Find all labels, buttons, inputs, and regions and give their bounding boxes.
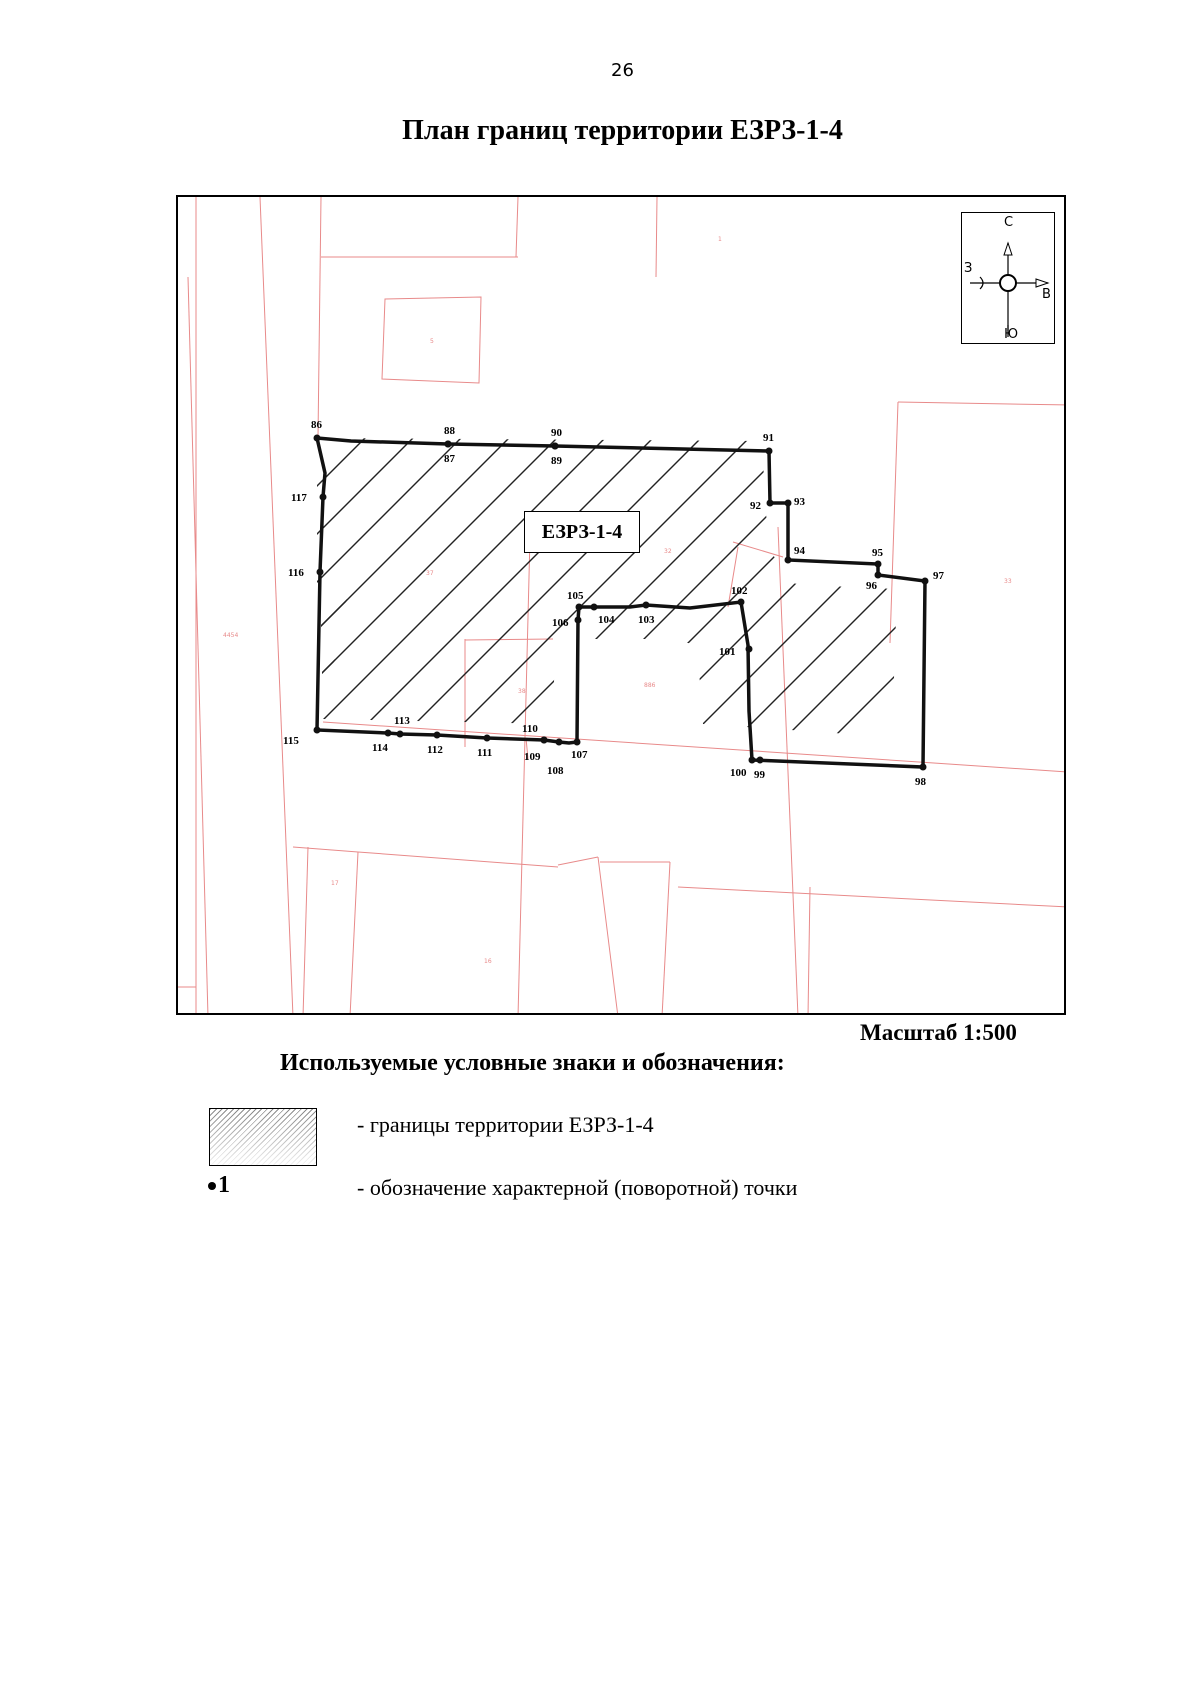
turning-point-dot [575,617,582,624]
hatch-line [178,197,750,997]
turning-point-label: 115 [283,735,299,747]
turning-point-dot [875,561,882,568]
turning-point-label: 109 [524,751,541,763]
map-drawing [178,197,1066,1015]
turning-point-dot [920,764,927,771]
turning-point-label: 94 [794,545,805,557]
turning-point-dot [314,435,321,442]
turning-point-label: 108 [547,765,564,777]
hatch-line [178,197,222,997]
turning-point-dot [317,569,324,576]
hatch-line [178,197,702,997]
compass-rose-icon [962,213,1056,345]
parcel-number: 1 [718,236,722,243]
turning-point-dot [749,757,756,764]
turning-point-dot [556,739,563,746]
turning-point-label: 105 [567,590,584,602]
turning-point-dot [434,732,441,739]
hatch-line [178,197,558,997]
hatch-line [178,197,894,997]
turning-point-label: 106 [552,617,569,629]
hatch-line [334,197,1066,997]
turning-point-label: 98 [915,776,926,788]
turning-point-label: 93 [794,496,805,508]
turning-point-dot [875,572,882,579]
turning-point-label: 107 [571,749,588,761]
hatch-line [238,197,1038,997]
turning-point-label: 113 [394,715,410,727]
turning-point-label: 96 [866,580,877,592]
hatch-line [178,197,366,997]
legend-point-sample-number: 1 [218,1172,230,1198]
turning-point-label: 92 [750,500,761,512]
hatch-line [178,197,846,997]
parcel-number: 17 [331,880,339,887]
hatching-zone [178,197,1066,997]
parcel-number: 33 [1004,578,1012,585]
page-number: 26 [611,60,634,81]
point-dot-icon [208,1182,216,1190]
turning-point-dot [541,737,548,744]
turning-point-label: 110 [522,723,538,735]
hatch-line [178,197,894,997]
hatch-line [178,197,270,997]
turning-point-label: 104 [598,614,615,626]
compass-north-label: С [1004,215,1014,230]
turning-point-label: 95 [872,547,883,559]
turning-point-label: 102 [731,585,748,597]
turning-point-label: 114 [372,742,388,754]
hatch-line [286,197,1066,997]
turning-point-label: 89 [551,455,562,467]
parcel-number: 5 [430,338,434,345]
turning-point-dot [385,730,392,737]
map-scale: Масштаб 1:500 [860,1020,1017,1045]
turning-point-dot [552,443,559,450]
turning-point-label: 90 [551,427,562,439]
turning-point-dot [397,731,404,738]
turning-point-label: 86 [311,419,322,431]
turning-point-label: 97 [933,570,944,582]
parcel-numbers [223,236,1012,965]
turning-point-dot [314,727,321,734]
hatch-line [178,197,366,997]
hatch-line [286,197,1066,997]
turning-point-dot [738,599,745,606]
turning-point-dot [746,646,753,653]
hatch-line [178,197,558,997]
turning-point-label: 87 [444,453,455,465]
turning-point-dot [922,578,929,585]
compass [961,212,1055,344]
turning-point-dot [576,604,583,611]
hatch-line [178,197,510,997]
turning-point-dot [574,739,581,746]
parcel-number: 886 [644,682,656,689]
hatch-line [178,197,318,997]
hatch-line [178,197,414,997]
turning-point-dot [766,448,773,455]
hatching-west [178,197,1066,997]
hatch-line [178,197,510,997]
legend-item-zone-boundary: - границы территории ЕЗРЗ-1-4 [357,1112,654,1137]
hatch-line [178,197,942,997]
turning-point-label: 88 [444,425,455,437]
turning-point-label: 100 [730,767,747,779]
turning-point-label: 101 [719,646,736,658]
turning-point-dot [767,500,774,507]
turning-point-dot [785,500,792,507]
turning-point-label: 103 [638,614,655,626]
page-title: План границ территории ЕЗРЗ-1-4 [402,115,843,146]
turning-point-label: 116 [288,567,304,579]
boundary-plan-map [176,195,1066,1015]
compass-west-label: З [964,261,973,276]
turning-point-label: 117 [291,492,307,504]
turning-point-dot [591,604,598,611]
turning-point-dot [785,557,792,564]
turning-point-dot [643,602,650,609]
hatch-line [178,197,798,997]
turning-point-label: 112 [427,744,443,756]
hatch-line [190,197,990,997]
turning-point-label: 99 [754,769,765,781]
hatch-line [334,197,1066,997]
legend-item-turning-point: - обозначение характерной (поворотной) точки [357,1175,798,1200]
parcel-number: 16 [484,958,492,965]
hatch-line [178,197,222,997]
legend-hatch-swatch [209,1108,317,1166]
turning-point-dot [484,735,491,742]
turning-point-label: 111 [477,747,493,759]
legend-point-symbol [208,1172,230,1199]
hatch-line [178,197,270,997]
parcel-number: 32 [664,548,672,555]
turning-point-dot [757,757,764,764]
hatch-line [178,197,702,997]
turning-point-dot [320,494,327,501]
hatch-line [178,197,414,997]
hatch-line [178,197,846,997]
hatch-line [178,197,318,997]
turning-point-label: 91 [763,432,774,444]
hatch-line [178,197,750,997]
zone-label: ЕЗРЗ-1-4 [524,511,640,553]
parcel-number: 38 [518,688,526,695]
legend-title: Используемые условные знаки и обозначения: [280,1050,785,1076]
compass-south-label: Ю [1004,327,1019,342]
turning-point-dot [445,441,452,448]
hatch-line [178,197,942,997]
hatch-line [178,197,798,997]
parcel-number: 4454 [223,632,239,639]
compass-east-label: В [1042,287,1051,302]
parcel-number: 37 [426,570,434,577]
